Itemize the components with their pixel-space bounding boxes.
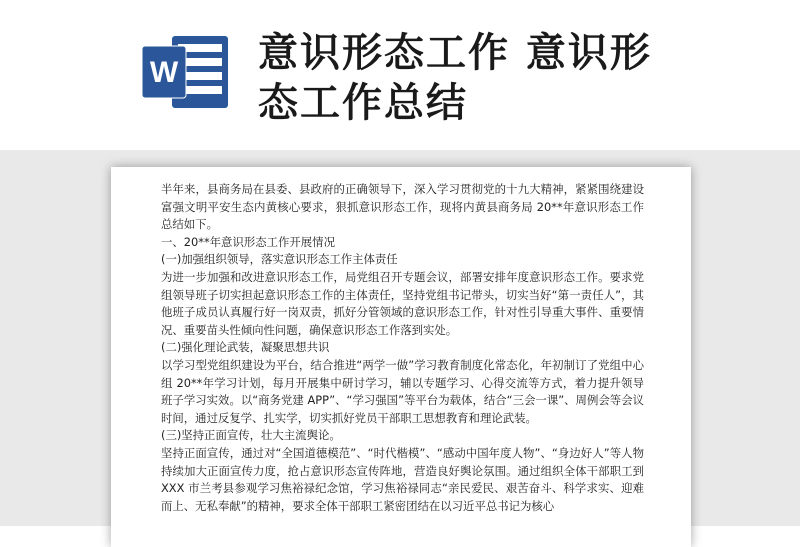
paragraph: 半年来，县商务局在县委、县政府的正确领导下，深入学习贯彻党的十九大精神，紧紧围绕建设富强文明平安生态内黄核心要求，狠抓意识形态工作，现将内黄县商务局 20**年意识形态工作总结如下。 xyxy=(161,182,644,232)
subsection-heading: (二)强化理论武装，凝聚思想共识 xyxy=(161,340,330,355)
document-body xyxy=(161,181,644,515)
paragraph: 以学习型党组织建设为平台，结合推进“两学一做”学习教育制度化常态化，年初制订了党组中心组 20**年学习计划，每月开展集中研讨学习，辅以专题学习、心得交流等方式，着力提升领导班子学习实效。以“商务党建 APP”、“学习强国”等平台为载体，结合“三会一课”、周例会等会议时间，通过反复学、扎实学，切实抓好党员干部职工思想教育和理论武装。 xyxy=(161,357,644,425)
word-icon-letter: W xyxy=(149,56,179,89)
subsection-heading: (一)加强组织领导，落实意识形态工作主体责任 xyxy=(161,252,398,267)
paragraph: 为进一步加强和改进意识形态工作，局党组召开专题会议，部署安排年度意识形态工作。要求党组领导班子切实担起意识形态工作的主体责任，坚持党组书记带头，切实当好“第一责任人”，其他班子成员认真履行好一岗双责，抓好分管领域的意识形态工作，针对性引导重大事件、重要情况、重要苗头性倾向性问题，确保意识形态工作落到实处。 xyxy=(161,269,644,337)
section-heading: 一、20**年意识形态工作开展情况 xyxy=(161,234,335,249)
page-title: 意识形态工作 意识形态工作总结 xyxy=(258,30,652,126)
header xyxy=(0,0,800,150)
subsection-heading: (三)坚持正面宣传，壮大主流舆论。 xyxy=(161,428,341,443)
paragraph: 坚持正面宣传，通过对“全国道德模范”、“时代楷模”、“感动中国年度人物”、“身边好人”等人物持续加大正面宣传力度，抢占意识形态宣传阵地，营造良好舆论氛围。通过组织全体干部职工到 XXX 市兰考县参观学习焦裕禄纪念馆，学习焦裕禄同志“亲民爱民、艰苦奋斗、科学求实、迎难而上、无私奉献”的精神，要求全体干部职工紧密团结在以习近平总书记为核心 xyxy=(161,445,644,513)
document-page xyxy=(111,167,691,547)
microsoft-word-icon xyxy=(138,30,234,114)
